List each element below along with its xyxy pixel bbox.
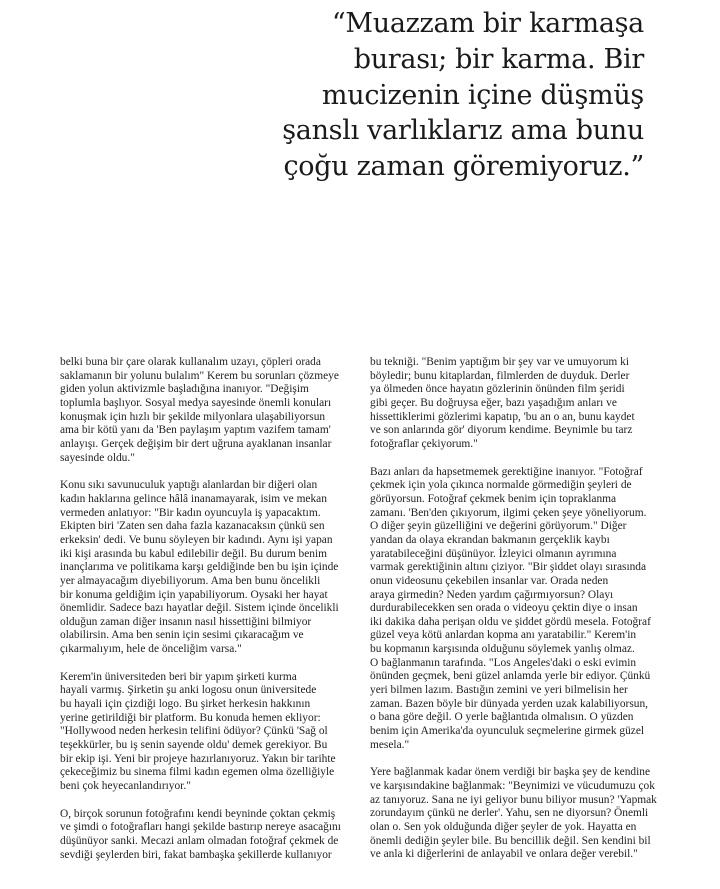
pull-quote-line: “Muazzam bir karmaşa	[331, 8, 644, 39]
text-line: onun videosunu çekebilen insanlar var. Orada neden	[370, 574, 609, 587]
paragraph	[60, 808, 350, 863]
text-line: teşekkürler, bu iş senin sayende oldu' demek gerekiyor. Bu	[60, 739, 328, 752]
pull-quote-line: şanslı varlıklarız ama bunu	[282, 115, 644, 147]
text-line: fotoğraflar çekiyorum."	[370, 437, 478, 450]
text-line: olduğun zaman diğer insanın nasıl hissettiğini bilmiyor	[60, 615, 312, 628]
pull-quote-line: mucizenin içine düşmüş	[321, 79, 644, 111]
text-line: ve şimdi o fotoğrafları hangi şekilde bastırıp nereye asacağını	[60, 821, 341, 834]
text-line: az tanıyoruz. Sana ne iyi geliyor bunu biliyor musun? 'Yapmak	[370, 793, 657, 806]
text-line: belki buna bir çare olarak kullanalım uzayı, çöpleri orada	[60, 356, 321, 368]
text-line: konuşmak için hızlı bir şekilde milyonlara ulaşabiliyorsun	[60, 410, 326, 423]
text-line: iki kişi arasında bu kabul edilebilir değil. Bu durum benim	[60, 547, 328, 560]
text-line: Konu sıkı savunuculuk yaptığı alanlardan bir diğeri olan	[60, 479, 318, 492]
right-text-column	[370, 356, 668, 875]
text-line: toplumla başlıyor. Sosyal medya sayesinde önemli konuları	[60, 396, 332, 409]
text-line: ve son anlarında gör' diyorum kendime. Beynimle bu tarz	[370, 424, 633, 437]
paragraph	[60, 356, 350, 465]
text-line: görüyorsun. Fotoğraf çekmek benim için topraklanma	[370, 492, 617, 505]
text-line: ve karşısındakine bağlanmak: "Beynimizi ve vücudumuzu çok	[370, 780, 655, 793]
text-line: O diğer şeyin güzelliğini ve değerini görüyorum." Diğer	[370, 520, 627, 533]
text-line: sevdiği şeylerden biri, fakat bambaşka şekillerde kullanıyor	[60, 848, 332, 861]
text-line: O, birçok sorunun fotoğrafını kendi beyninde çoktan çekmiş	[60, 807, 336, 820]
paragraph	[370, 356, 668, 452]
text-line: zaman. Bazen böyle bir dünyada yerden uzak kalabiliyorsun,	[370, 697, 649, 710]
text-line: yaratabileceğini düşünüyor. İzleyici olmanın ayrımına	[370, 547, 617, 560]
text-line: yeri bilmen lazım. Bastığın zemini ve yeri bilmelisin her	[370, 684, 628, 697]
text-line: olabilirsin. Ama ben senin için sesimi çıkaracağım ve	[60, 629, 304, 642]
text-line: benim için Amerika'da oyunculuk seçmelerine girmek güzel	[370, 725, 645, 738]
text-line: çekeceğimiz bu sinema filmi kadın egemen olma özelliğiyle	[60, 766, 335, 779]
text-line: durdurabilecekken sen orada o videoyu çektin diye o insan	[370, 602, 638, 615]
pull-quote	[224, 6, 644, 185]
text-line: Bazı anları da hapsetmemek gerektiğine inanıyor. "Fotoğraf	[370, 465, 643, 478]
text-line: hissettiklerimi gözlerimi kapatıp, 'bu an o an, bunu kaydet	[370, 410, 635, 423]
text-line: bir ekip işi. Yeni bir projeye hazırlanıyoruz. Yakın bir tarihte	[60, 752, 336, 765]
left-text-column	[60, 356, 350, 876]
text-line: hayali varmış. Şirketin şu anki logosu onun üniversitede	[60, 684, 317, 697]
text-line: yer almayacağım diyebiliyorum. Ama ben bunu öncelikli	[60, 574, 321, 587]
pull-quote-line: çoğu zaman göremiyoruz.”	[283, 151, 644, 183]
text-line: çekmek için yola çıkınca normalde görmediğin şeyleri de	[370, 479, 632, 492]
text-line: o bana göre değil. O yerle bağlantıda olmalısın. O yüzden	[370, 711, 634, 724]
text-line: Ekipten biri 'Zaten sen daha fazla kazanacaksın çünkü sen	[60, 520, 325, 533]
text-line: böyledir; bunu kitaplardan, filmlerden de duyduk. Derler	[370, 369, 630, 382]
paragraph	[60, 479, 350, 657]
text-line: kadın haklarına gelince hâlâ inanamayarak, isim ve mekan	[60, 492, 327, 505]
text-line: bu tekniği. "Benim yaptığım bir şey var ve umuyorum ki	[370, 356, 630, 368]
text-line: yerine getirildiği bir platform. Bu konuda hemen ekliyor:	[60, 711, 321, 724]
text-line: beni çok heyecanlandırıyor."	[60, 780, 191, 793]
text-line: gibi geçer. Bu doğruysa eğer, bazı yaşadığım anları ve	[370, 396, 617, 409]
text-line: anlayışı. Gerçek değişim bir dert uğruna ayaklanan insanlar	[60, 437, 332, 450]
text-line: bu hayali için çizdiği logo. Bu şirket herkesin hakkının	[60, 698, 311, 711]
text-line: O bağlanmanın tarafında. "Los Angeles'daki o eski evimin	[370, 656, 637, 669]
text-line: ya ölmeden önce hayatın gözlerinin önünden film şeridi	[370, 383, 625, 396]
text-line: çıkarmalıyım, hele de önceliğim varsa."	[60, 643, 242, 656]
text-line: vermeden anlatıyor: "Bir kadın oyuncuyla iş yapacaktım.	[60, 506, 321, 519]
text-line: iki dakika daha perişan oldu ve şiddet gördü mesela. Fotoğraf	[370, 615, 651, 628]
text-line: mesela."	[370, 738, 410, 751]
paragraph	[370, 766, 668, 862]
text-line: olan o. Sen yok olduğunda diğer şeyler de yok. Hayatta en	[370, 821, 637, 833]
text-line: Yere bağlanmak kadar önem verdiği bir başka şey de kendine	[370, 766, 651, 779]
text-line: bu kopmanın karşısında olduğunu söylemek yanlış olmaz.	[370, 643, 635, 656]
text-line: giden yolun aktivizmle başladığına inanıyor. "Değişim	[60, 383, 309, 396]
text-line: ama bir kötü yanı da 'Ben paylaşım yaptım vazifem tamam'	[60, 424, 331, 437]
text-line: erkeksin' dedi. Ve bunu söyleyen bir kadındı. Aynı işi yapan	[60, 533, 333, 546]
text-line: önünden geçmek, beni güzel anlamda yerle bir ediyor. Çünkü	[370, 670, 651, 683]
text-line: güzel veya kötü anlardan kopma anı yaratabilir." Kerem'in	[370, 629, 637, 642]
pull-quote-line: burası; bir karma. Bir	[353, 43, 644, 75]
text-line: sayesinde oldu."	[60, 451, 135, 464]
text-line: "Hollywood neden herkesin telifini ödüyor? Çünkü 'Sağ ol	[60, 725, 328, 738]
text-line: ve anla ki diğerlerini de anlayabil ve onlara değer verebil."	[370, 848, 638, 861]
text-line: Kerem'in üniversiteden beri bir yapım şirketi kurma	[60, 670, 297, 683]
text-line: araya girmedin? Neden yardım çağırmıyorsun? Olayı	[370, 588, 614, 601]
text-line: önemli dediğin şeyler bile. Bu bencillik değil. Sen kendini bil	[370, 834, 651, 847]
text-line: zorundayım çünkü ne derler'. Yahu, sen ne diyorsun? Önemli	[370, 807, 649, 820]
text-line: bir konuma geldiğim için yapabiliyorum. Oysaki her hayat	[60, 588, 328, 601]
text-line: yandan da olaya ekrandan bakmanın gerçeklik kaybı	[370, 533, 610, 546]
text-line: düşünüyor sanki. Mecazi anlam olmadan fotoğraf çekmek de	[60, 835, 339, 847]
text-line: saklamanın bir yolunu bulalım" Kerem bu sorunları çözmeye	[60, 369, 339, 382]
text-line: önemlidir. Sadece bazı hayatlar değil. Sistem içinde öncelikli	[60, 602, 339, 615]
text-line: varmak gerektiğinin altını çiziyor. "Bir şiddet olayı sırasında	[370, 561, 647, 574]
paragraph	[370, 466, 668, 753]
text-line: inançlarıma ve politikama karşı geldiğinde ben bu işin içinde	[60, 561, 339, 574]
text-line: zamanı. 'Ben'den çıkıyorum, ilgimi çeken şeye yöneliyorum.	[370, 506, 647, 519]
paragraph	[60, 671, 350, 794]
